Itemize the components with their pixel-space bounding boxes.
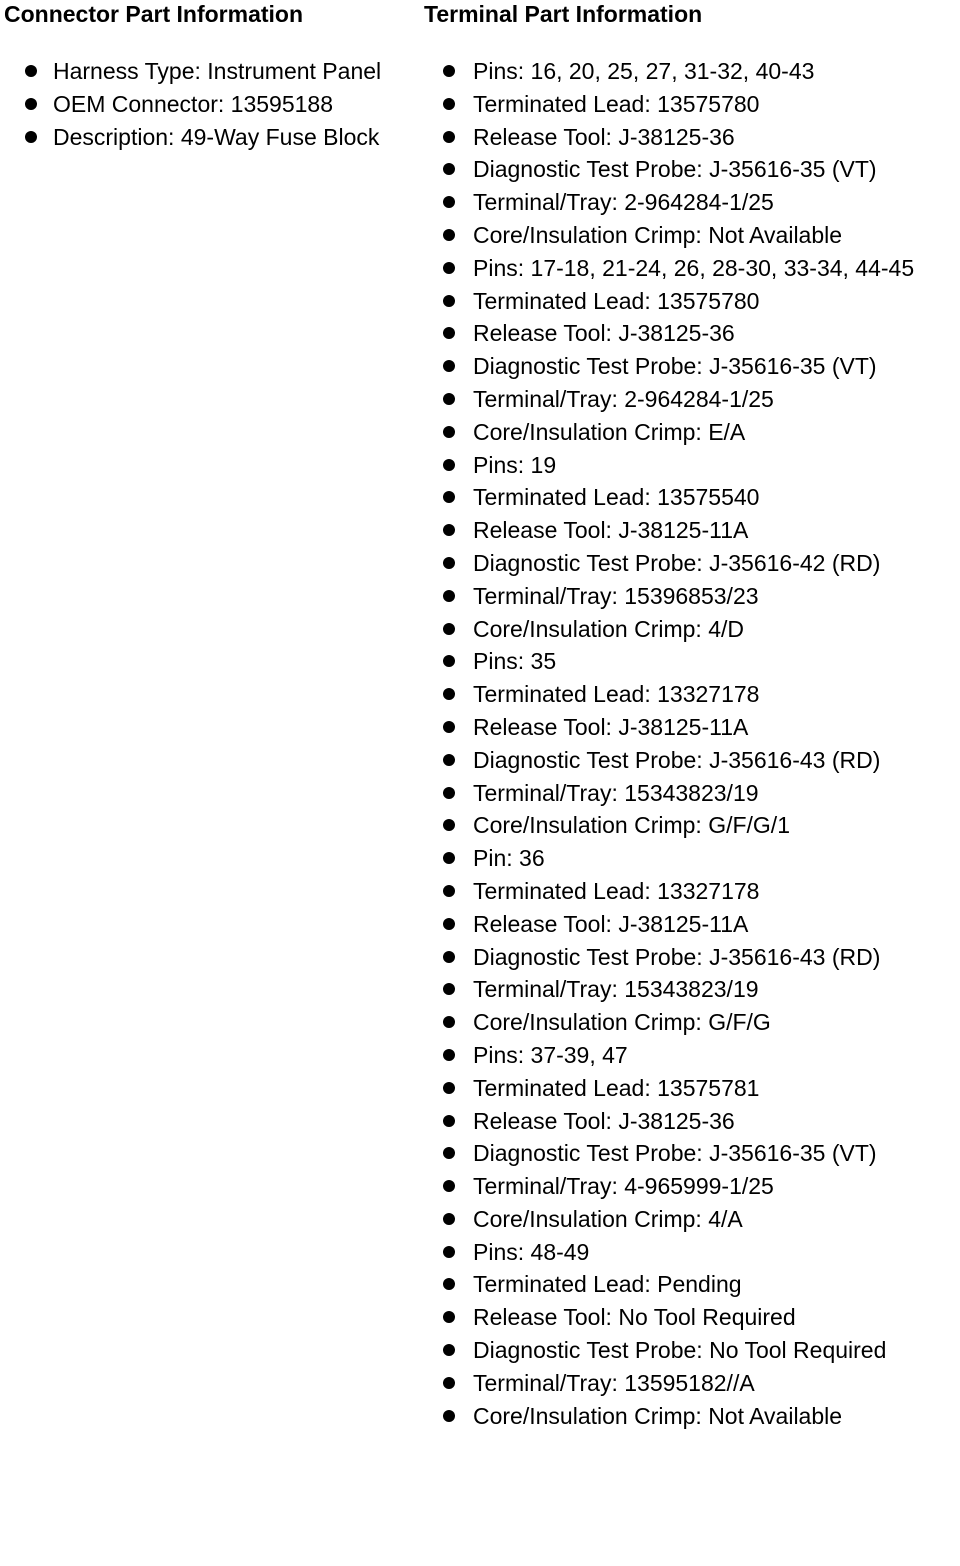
- bullet-icon: [25, 98, 37, 110]
- list-item-text: Core/Insulation Crimp: Not Available: [473, 1402, 843, 1429]
- bullet-icon: [443, 163, 455, 175]
- list-item: [424, 1105, 960, 1138]
- list-item: [424, 252, 960, 285]
- bullet-icon: [443, 721, 455, 733]
- list-item: [424, 1400, 960, 1433]
- connector-part-information-section: [4, 0, 419, 153]
- list-item-text: Diagnostic Test Probe: J-35616-35 (VT): [473, 1140, 877, 1167]
- list-item: [424, 908, 960, 941]
- list-item-text: Terminated Lead: 13327178: [473, 877, 760, 904]
- bullet-icon: [443, 1213, 455, 1225]
- terminal-part-information-section: [424, 0, 960, 1432]
- terminal-group: [424, 645, 960, 842]
- list-item-text: Release Tool: J-38125-36: [473, 1107, 735, 1134]
- list-item-text: Pins: 17-18, 21-24, 26, 28-30, 33-34, 44-45: [473, 254, 915, 281]
- bullet-icon: [443, 951, 455, 963]
- list-item-text: Diagnostic Test Probe: J-35616-35 (VT): [473, 156, 877, 183]
- bullet-icon: [443, 1377, 455, 1389]
- list-item-text: Release Tool: J-38125-11A: [473, 713, 749, 740]
- bullet-icon: [443, 655, 455, 667]
- bullet-icon: [443, 262, 455, 274]
- list-item-text: Terminated Lead: 13575781: [473, 1074, 760, 1101]
- list-item: [424, 88, 960, 121]
- list-item: [424, 317, 960, 350]
- list-item-text: Harness Type: Instrument Panel: [53, 58, 382, 84]
- list-item: [4, 55, 419, 88]
- list-item: [424, 580, 960, 613]
- list-item: [424, 1203, 960, 1236]
- bullet-icon: [443, 918, 455, 930]
- list-item: [424, 1039, 960, 1072]
- bullet-icon: [443, 327, 455, 339]
- list-item-text: Pins: 48-49: [473, 1238, 590, 1265]
- terminal-groups: [424, 55, 960, 1432]
- list-item: [424, 809, 960, 842]
- terminal-group: [424, 1039, 960, 1236]
- terminal-group: [424, 252, 960, 449]
- list-item: [424, 219, 960, 252]
- connector-list: [4, 55, 419, 153]
- list-item-text: Terminated Lead: 13327178: [473, 681, 760, 708]
- list-item-text: Diagnostic Test Probe: J-35616-42 (RD): [473, 549, 881, 576]
- list-item-text: Release Tool: No Tool Required: [473, 1304, 796, 1331]
- bullet-icon: [25, 65, 37, 77]
- list-item-text: Pin: 36: [473, 845, 545, 872]
- list-item: [424, 121, 960, 154]
- bullet-icon: [443, 1082, 455, 1094]
- list-item-text: Release Tool: J-38125-11A: [473, 517, 749, 544]
- terminal-group: [424, 1236, 960, 1433]
- bullet-icon: [443, 983, 455, 995]
- bullet-icon: [443, 393, 455, 405]
- bullet-icon: [443, 885, 455, 897]
- list-item: [424, 481, 960, 514]
- bullet-icon: [443, 819, 455, 831]
- list-item-text: Release Tool: J-38125-36: [473, 123, 735, 150]
- bullet-icon: [443, 1016, 455, 1028]
- list-item-text: Terminated Lead: 13575540: [473, 484, 760, 511]
- bullet-icon: [443, 688, 455, 700]
- list-item: [424, 1301, 960, 1334]
- list-item-text: Core/Insulation Crimp: G/F/G/1: [473, 812, 790, 839]
- list-item: [424, 153, 960, 186]
- bullet-icon: [443, 229, 455, 241]
- connector-heading: Connector Part Information: [4, 1, 304, 27]
- list-item: [424, 1072, 960, 1105]
- list-item-text: Diagnostic Test Probe: J-35616-43 (RD): [473, 943, 881, 970]
- list-item: [424, 645, 960, 678]
- bullet-icon: [443, 557, 455, 569]
- list-item-text: Release Tool: J-38125-11A: [473, 910, 749, 937]
- bullet-icon: [443, 787, 455, 799]
- list-item-text: Terminal/Tray: 13595182//A: [473, 1369, 755, 1396]
- list-item-text: Terminal/Tray: 15343823/19: [473, 779, 759, 806]
- bullet-icon: [443, 459, 455, 471]
- list-item-text: Pins: 16, 20, 25, 27, 31-32, 40-43: [473, 58, 815, 84]
- list-item: [424, 449, 960, 482]
- list-item-text: Diagnostic Test Probe: No Tool Required: [473, 1337, 887, 1364]
- list-item: [424, 777, 960, 810]
- list-item: [424, 416, 960, 449]
- list-item-text: Core/Insulation Crimp: G/F/G: [473, 1009, 771, 1036]
- bullet-icon: [25, 131, 37, 143]
- list-item-text: Terminated Lead: 13575780: [473, 90, 760, 117]
- list-item-text: Pins: 19: [473, 451, 557, 478]
- bullet-icon: [443, 360, 455, 372]
- list-item: [424, 1367, 960, 1400]
- list-item-text: Terminated Lead: 13575780: [473, 287, 760, 314]
- list-item: [424, 1268, 960, 1301]
- list-item: [424, 711, 960, 744]
- terminal-heading: Terminal Part Information: [424, 1, 703, 27]
- list-item: [424, 383, 960, 416]
- bullet-icon: [443, 623, 455, 635]
- list-item: [424, 613, 960, 646]
- list-item: [4, 88, 419, 121]
- list-item-text: Diagnostic Test Probe: J-35616-35 (VT): [473, 353, 877, 380]
- list-item-text: Description: 49-Way Fuse Block: [53, 123, 380, 150]
- bullet-icon: [443, 1147, 455, 1159]
- terminal-group: [424, 842, 960, 1039]
- list-item: [424, 973, 960, 1006]
- list-item: [424, 1170, 960, 1203]
- bullet-icon: [443, 590, 455, 602]
- list-item: [424, 55, 960, 88]
- bullet-icon: [443, 131, 455, 143]
- list-item-text: Core/Insulation Crimp: 4/D: [473, 615, 744, 642]
- list-item: [424, 875, 960, 908]
- bullet-icon: [443, 1410, 455, 1422]
- list-item: [424, 547, 960, 580]
- terminal-group: [424, 55, 960, 252]
- list-item: [424, 285, 960, 318]
- list-item-text: Diagnostic Test Probe: J-35616-43 (RD): [473, 746, 881, 773]
- list-item-text: Core/Insulation Crimp: Not Available: [473, 221, 843, 248]
- list-item: [424, 350, 960, 383]
- list-item: [424, 1236, 960, 1269]
- list-item-text: OEM Connector: 13595188: [53, 90, 334, 117]
- bullet-icon: [443, 491, 455, 503]
- list-item-text: Terminal/Tray: 2-964284-1/25: [473, 189, 774, 216]
- bullet-icon: [443, 65, 455, 77]
- bullet-icon: [443, 852, 455, 864]
- list-item-text: Terminal/Tray: 15396853/23: [473, 582, 759, 609]
- bullet-icon: [443, 524, 455, 536]
- list-item: [424, 1137, 960, 1170]
- bullet-icon: [443, 196, 455, 208]
- list-item-text: Core/Insulation Crimp: E/A: [473, 418, 746, 445]
- bullet-icon: [443, 1344, 455, 1356]
- list-item-text: Terminated Lead: Pending: [473, 1271, 742, 1298]
- list-item: [424, 186, 960, 219]
- bullet-icon: [443, 295, 455, 307]
- bullet-icon: [443, 1180, 455, 1192]
- list-item: [424, 744, 960, 777]
- list-item: [4, 121, 419, 154]
- bullet-icon: [443, 754, 455, 766]
- bullet-icon: [443, 426, 455, 438]
- list-item: [424, 1006, 960, 1039]
- list-item-text: Pins: 35: [473, 648, 557, 675]
- bullet-icon: [443, 1115, 455, 1127]
- bullet-icon: [443, 1049, 455, 1061]
- list-item-text: Core/Insulation Crimp: 4/A: [473, 1205, 743, 1232]
- bullet-icon: [443, 1278, 455, 1290]
- list-item: [424, 678, 960, 711]
- bullet-icon: [443, 1311, 455, 1323]
- list-item-text: Terminal/Tray: 15343823/19: [473, 976, 759, 1003]
- bullet-icon: [443, 98, 455, 110]
- bullet-icon: [443, 1246, 455, 1258]
- list-item: [424, 842, 960, 875]
- terminal-group: [424, 449, 960, 646]
- list-item-text: Pins: 37-39, 47: [473, 1041, 628, 1068]
- list-item: [424, 1334, 960, 1367]
- list-item-text: Release Tool: J-38125-36: [473, 320, 735, 347]
- list-item-text: Terminal/Tray: 4-965999-1/25: [473, 1173, 774, 1200]
- list-item-text: Terminal/Tray: 2-964284-1/25: [473, 385, 774, 412]
- list-item: [424, 514, 960, 547]
- list-item: [424, 941, 960, 974]
